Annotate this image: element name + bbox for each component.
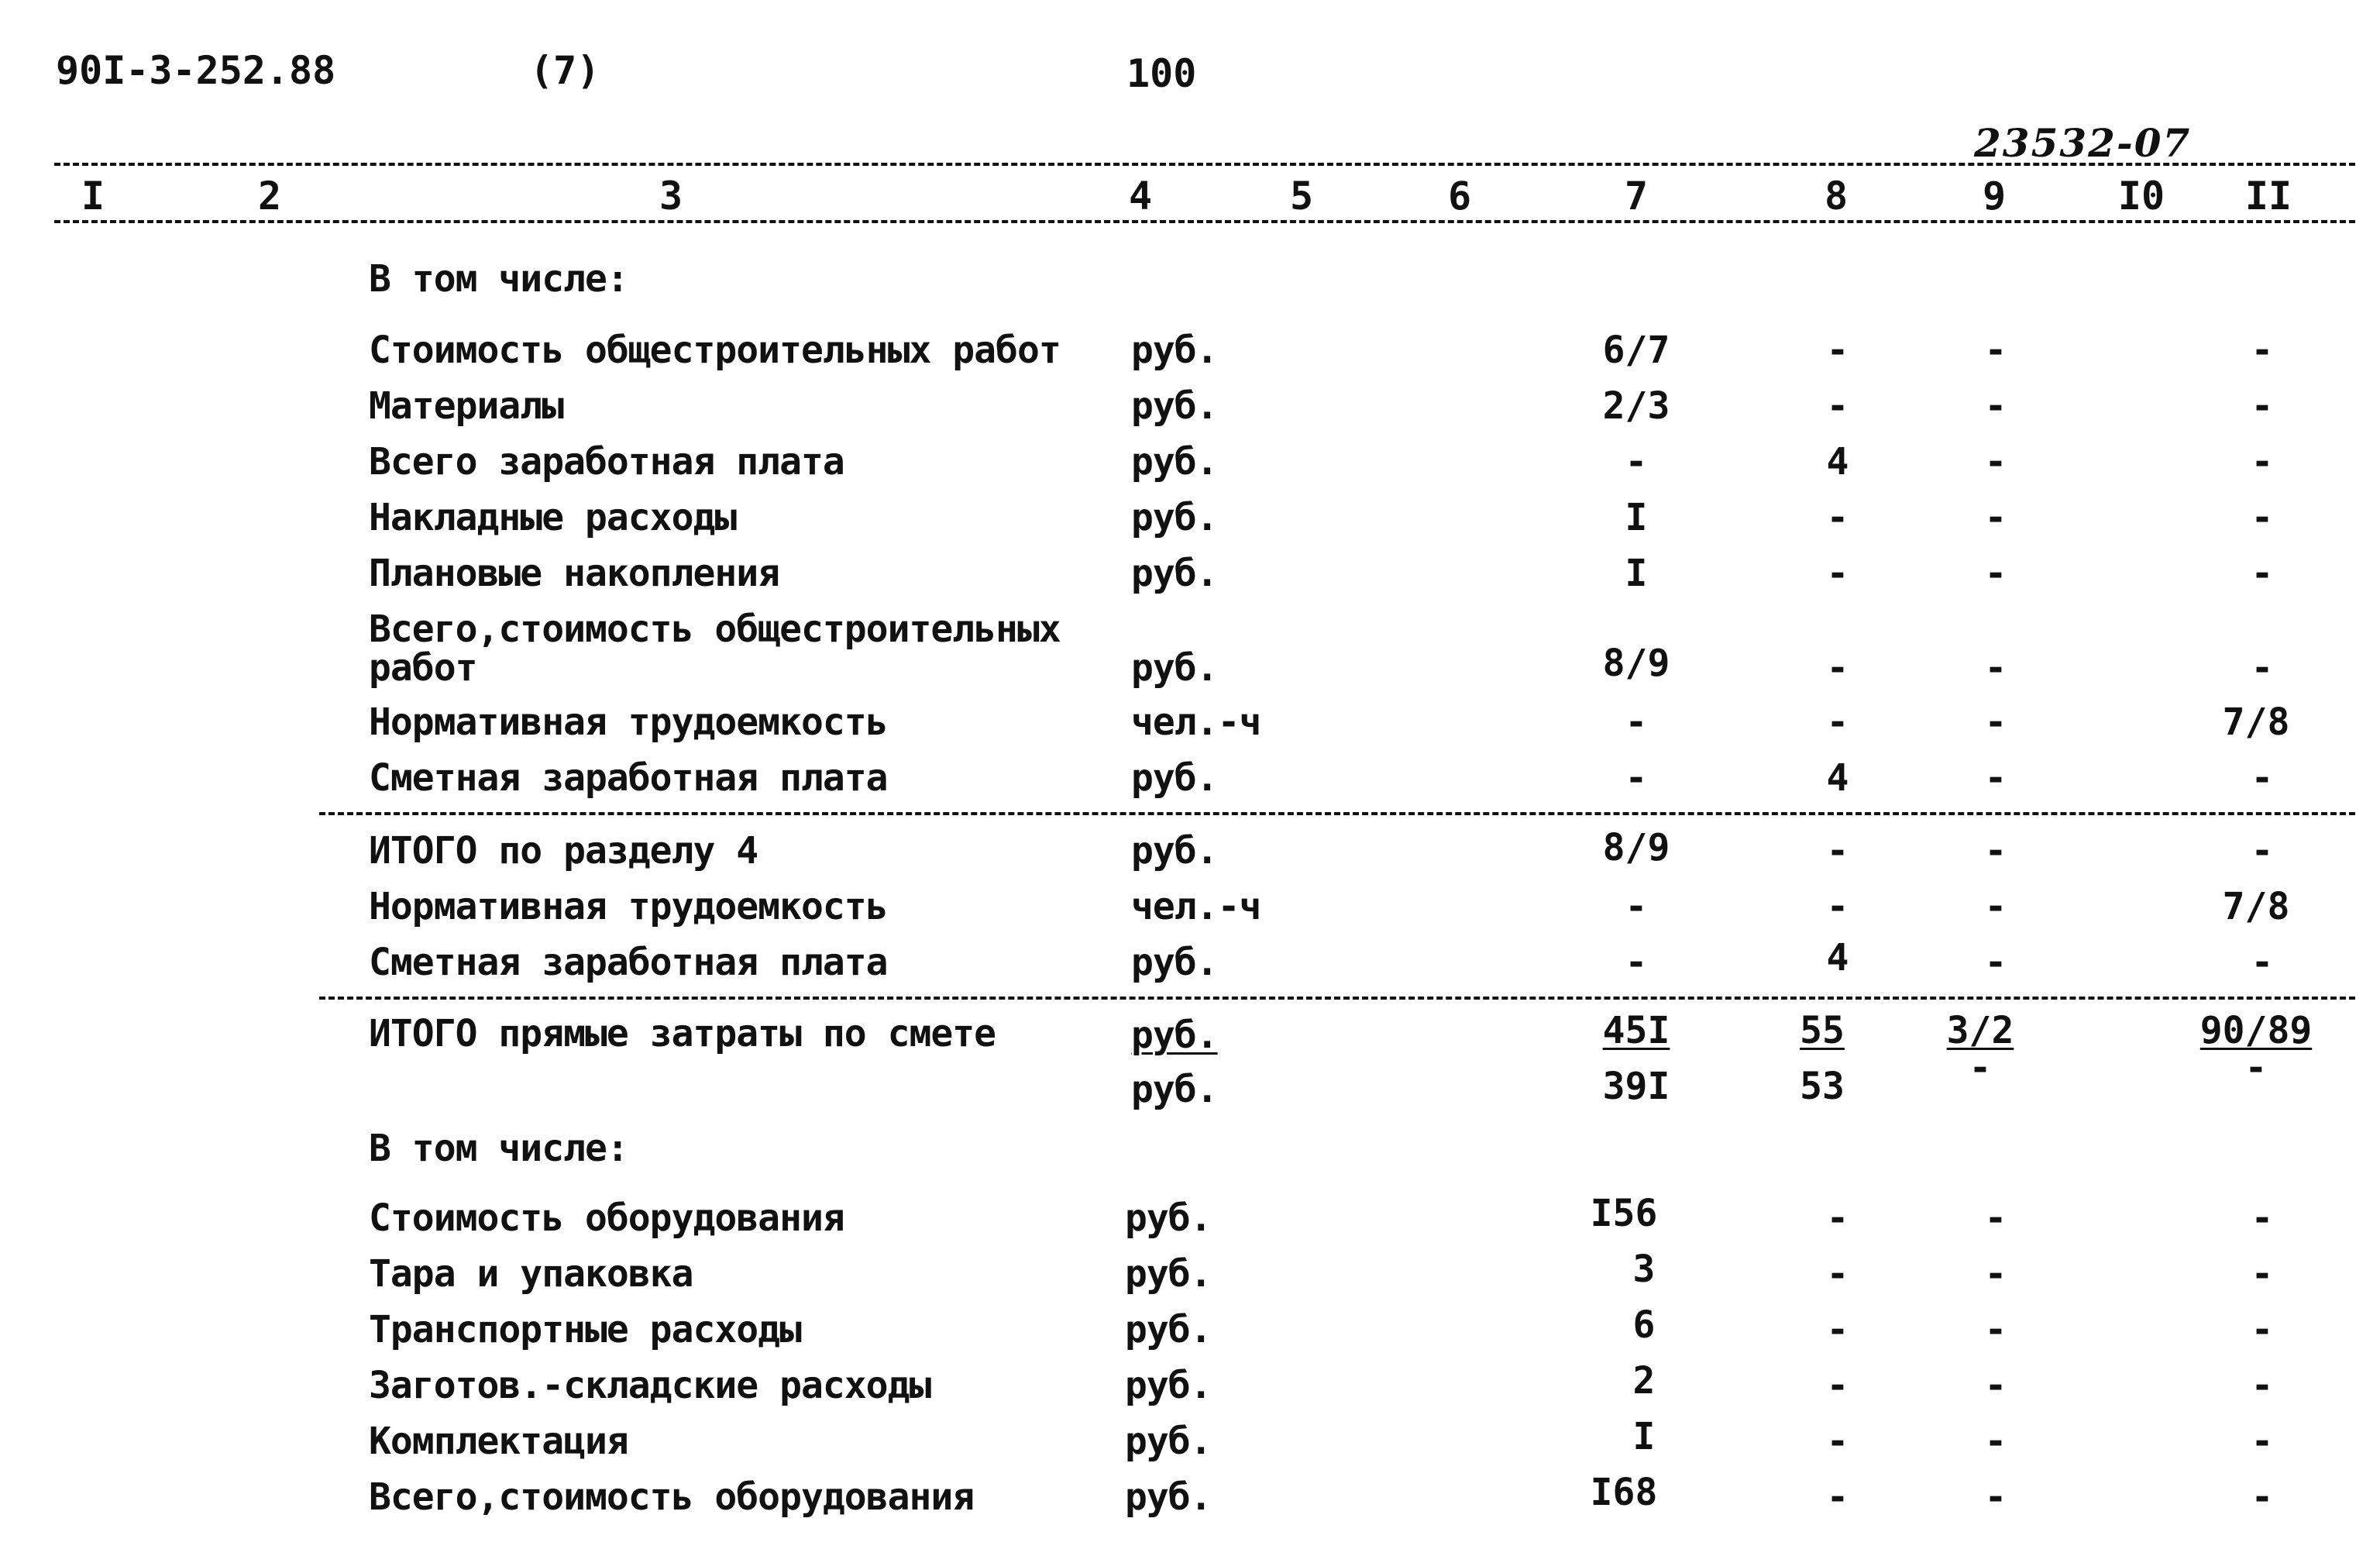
row-col9: - bbox=[1984, 1308, 2007, 1351]
col-header-9: 9 bbox=[1982, 174, 2007, 219]
row-col9: - bbox=[1984, 552, 2007, 595]
row-name: Накладные расходы bbox=[369, 496, 737, 539]
row-col9: - bbox=[1984, 1252, 2007, 1296]
row-name: Плановые накопления bbox=[369, 552, 780, 595]
row-unit: руб. bbox=[1125, 1475, 1212, 1519]
row-col7: I bbox=[1632, 1415, 1656, 1458]
row-col11: - bbox=[2251, 1252, 2274, 1296]
row-col9: - bbox=[1984, 440, 2007, 484]
col-header-1: I bbox=[81, 174, 105, 219]
row-col7: - bbox=[1625, 440, 1648, 484]
row-col7: 2/3 bbox=[1602, 384, 1670, 428]
col-header-5: 5 bbox=[1289, 174, 1314, 219]
row-col8: - bbox=[1826, 829, 1849, 873]
row-unit: руб. bbox=[1131, 384, 1218, 428]
row-col9: - bbox=[1984, 1364, 2007, 1407]
row-unit: руб. bbox=[1131, 646, 1218, 690]
total-col11-top: 90/89 bbox=[2199, 1009, 2313, 1052]
row-unit: руб. bbox=[1131, 756, 1218, 800]
row-unit: руб. bbox=[1131, 496, 1218, 539]
row-col8: - bbox=[1826, 701, 1849, 744]
row-col9: - bbox=[1984, 1475, 2007, 1519]
total-col8-bottom: 53 bbox=[1800, 1065, 1845, 1108]
row-col9: - bbox=[1984, 829, 2007, 873]
row-col11: - bbox=[2251, 646, 2274, 690]
row-unit: руб. bbox=[1125, 1420, 1212, 1463]
row-name-line1: Всего,стоимость общестроительных bbox=[369, 608, 1061, 651]
row-col11: - bbox=[2251, 756, 2274, 800]
row-name: Нормативная трудоемкость bbox=[369, 701, 888, 744]
row-col8: 4 bbox=[1826, 936, 1849, 979]
document-code: 90I-3-252.88 bbox=[56, 48, 336, 93]
row-col11: - bbox=[2251, 440, 2274, 484]
row-col9: - bbox=[1984, 701, 2007, 744]
row-col7: 3 bbox=[1632, 1248, 1656, 1291]
row-col11: - bbox=[2251, 941, 2274, 984]
row-col7: - bbox=[1625, 756, 1648, 800]
section1-divider bbox=[319, 812, 2355, 815]
row-col9: - bbox=[1984, 885, 2007, 928]
album-number: (7) bbox=[530, 48, 600, 93]
header-bottom-rule bbox=[54, 220, 2355, 223]
handwritten-number: 23532-07 bbox=[1974, 120, 2192, 166]
row-col8: - bbox=[1826, 329, 1849, 372]
row-unit: чел.-ч bbox=[1131, 885, 1261, 928]
total-col9-bottom: - bbox=[1969, 1046, 1992, 1090]
row-col7: 6/7 bbox=[1602, 329, 1670, 372]
row-col7: 8/9 bbox=[1602, 642, 1670, 685]
total-col7-top: 45I bbox=[1602, 1009, 1670, 1052]
row-col8: - bbox=[1826, 1364, 1849, 1407]
col-header-7: 7 bbox=[1624, 174, 1649, 219]
row-col7: - bbox=[1625, 701, 1648, 744]
row-unit: руб. bbox=[1125, 1196, 1212, 1240]
row-col11: - bbox=[2251, 384, 2274, 428]
row-col9: - bbox=[1984, 1196, 2007, 1240]
row-col11: - bbox=[2251, 829, 2274, 873]
row-name: Всего заработная плата bbox=[369, 440, 844, 484]
row-unit: руб. bbox=[1125, 1364, 1212, 1407]
row-unit: руб. bbox=[1131, 329, 1218, 372]
row-col11: - bbox=[2251, 1364, 2274, 1407]
row-col8: - bbox=[1826, 646, 1849, 690]
row-name: Нормативная трудоемкость bbox=[369, 885, 888, 928]
row-col8: - bbox=[1826, 496, 1849, 539]
row-col11: - bbox=[2251, 1196, 2274, 1240]
row-name: ИТОГО по разделу 4 bbox=[369, 829, 758, 873]
col-header-3: 3 bbox=[659, 174, 683, 219]
row-col8: - bbox=[1826, 1475, 1849, 1519]
col-header-2: 2 bbox=[257, 174, 282, 219]
col-header-11: II bbox=[2244, 174, 2292, 219]
total-name: ИТОГО прямые затраты по смете bbox=[369, 1012, 996, 1055]
row-unit: руб. bbox=[1131, 440, 1218, 484]
row-col8: - bbox=[1826, 1252, 1849, 1296]
row-col9: - bbox=[1984, 1420, 2007, 1463]
row-col7: 6 bbox=[1632, 1303, 1656, 1347]
row-unit: руб. bbox=[1131, 552, 1218, 595]
row-col11: - bbox=[2251, 496, 2274, 539]
total-col7-bottom: 39I bbox=[1602, 1065, 1670, 1108]
row-unit: руб. bbox=[1131, 829, 1218, 873]
row-unit: чел.-ч bbox=[1131, 701, 1261, 744]
row-name: Сметная заработная плата bbox=[369, 941, 888, 984]
row-col8: - bbox=[1826, 885, 1849, 928]
row-col9: - bbox=[1984, 329, 2007, 372]
row-col9: - bbox=[1984, 646, 2007, 690]
col-header-6: 6 bbox=[1447, 174, 1472, 219]
row-name: Стоимость оборудования bbox=[369, 1196, 844, 1240]
row-name: Сметная заработная плата bbox=[369, 756, 888, 800]
row-col7: I bbox=[1625, 552, 1648, 595]
row-name: Материалы bbox=[369, 384, 564, 428]
row-col11: - bbox=[2251, 552, 2274, 595]
section3-subtitle: В том числе: bbox=[369, 1127, 628, 1170]
row-col9: - bbox=[1984, 756, 2007, 800]
section1-subtitle: В том числе: bbox=[369, 257, 628, 301]
col-header-10: I0 bbox=[2117, 174, 2165, 219]
row-name: Всего,стоимость оборудования bbox=[369, 1475, 975, 1519]
row-name-line2: работ bbox=[369, 646, 477, 690]
row-col9: - bbox=[1984, 941, 2007, 984]
row-name: Заготов.-складские расходы bbox=[369, 1364, 931, 1407]
page-number: 100 bbox=[1126, 51, 1197, 96]
row-col7: - bbox=[1625, 885, 1648, 928]
row-unit: руб. bbox=[1125, 1252, 1212, 1296]
col-header-8: 8 bbox=[1824, 174, 1849, 219]
row-col8: - bbox=[1826, 1308, 1849, 1351]
total-unit-top: руб. bbox=[1131, 1014, 1218, 1057]
row-col7: - bbox=[1625, 941, 1648, 984]
row-col7: I56 bbox=[1590, 1192, 1658, 1235]
row-name: Стоимость общестроительных работ bbox=[369, 329, 1061, 372]
total-col9-top: 3/2 bbox=[1946, 1009, 2014, 1052]
row-col11: - bbox=[2251, 1475, 2274, 1519]
row-name: Транспортные расходы bbox=[369, 1308, 801, 1351]
row-col11: - bbox=[2251, 1308, 2274, 1351]
total-col8-top: 55 bbox=[1800, 1009, 1845, 1052]
row-name: Тара и упаковка bbox=[369, 1252, 693, 1296]
col-header-4: 4 bbox=[1128, 174, 1153, 219]
row-col11: 7/8 bbox=[2222, 701, 2290, 744]
row-unit: руб. bbox=[1131, 941, 1218, 984]
header-top-rule bbox=[54, 163, 2355, 166]
row-col11: - bbox=[2251, 329, 2274, 372]
total-unit-bottom: руб. bbox=[1131, 1068, 1218, 1111]
row-col7: 2 bbox=[1632, 1359, 1656, 1403]
row-col8: - bbox=[1826, 1420, 1849, 1463]
row-col11: - bbox=[2251, 1420, 2274, 1463]
row-col8: 4 bbox=[1826, 756, 1849, 800]
row-col7: 8/9 bbox=[1602, 826, 1670, 869]
row-unit: руб. bbox=[1125, 1308, 1212, 1351]
row-col8: - bbox=[1826, 1196, 1849, 1240]
row-col7: I bbox=[1625, 496, 1648, 539]
row-name: Комплектация bbox=[369, 1420, 628, 1463]
row-col8: 4 bbox=[1826, 440, 1849, 484]
row-col7: I68 bbox=[1590, 1471, 1658, 1514]
total-col11-bottom: - bbox=[2244, 1046, 2268, 1090]
row-col8: - bbox=[1826, 552, 1849, 595]
row-col9: - bbox=[1984, 496, 2007, 539]
row-col8: - bbox=[1826, 384, 1849, 428]
section2-divider bbox=[319, 997, 2355, 1000]
row-col9: - bbox=[1984, 384, 2007, 428]
row-col11: 7/8 bbox=[2222, 885, 2290, 928]
